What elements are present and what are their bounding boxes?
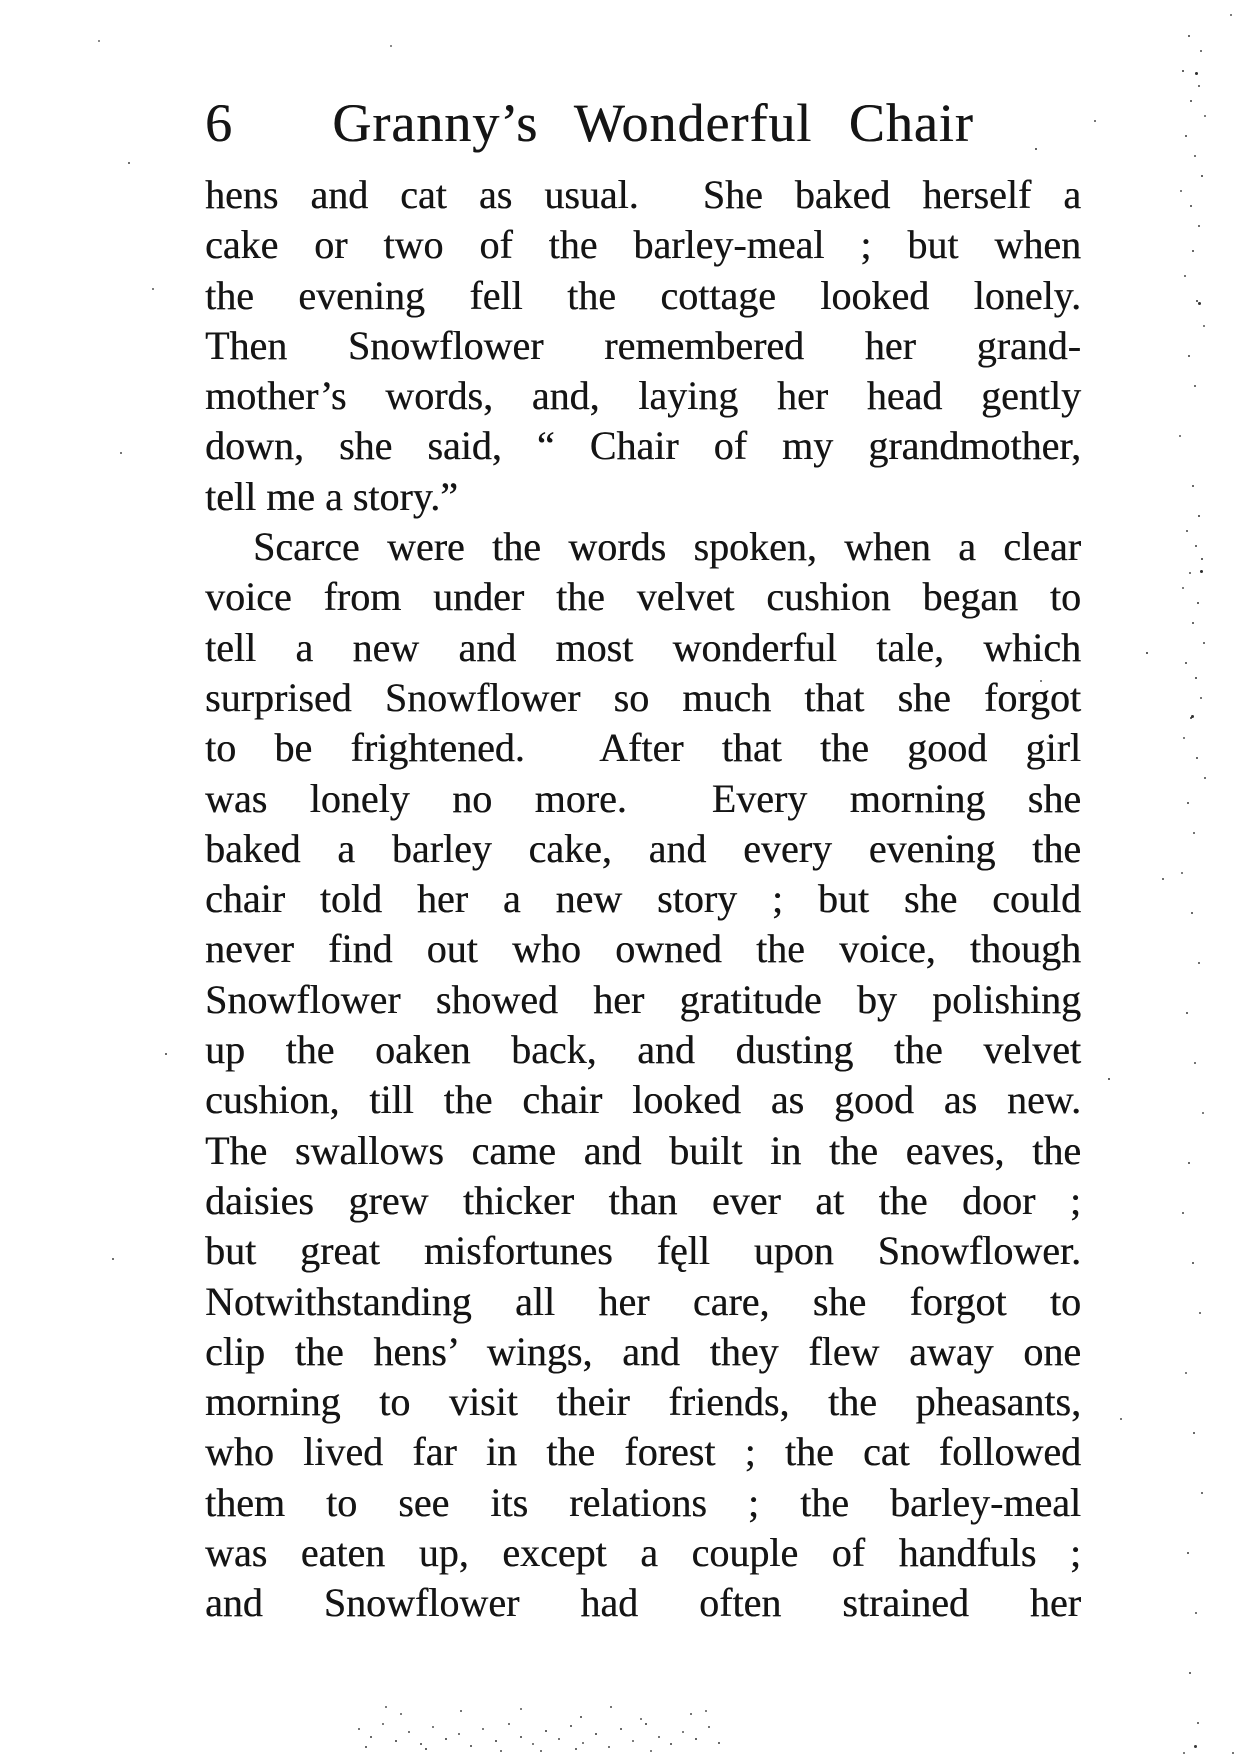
text-line: hens and cat as usual. She baked herself a — [205, 172, 1081, 217]
text-line: and Snowflower had often strained her — [205, 1580, 1081, 1626]
text-line: Then Snowflower remembered her grand- — [205, 322, 1081, 368]
text-block — [205, 170, 1081, 1629]
text-line: mother’s words, and, laying her head gently — [205, 373, 1081, 419]
text-line: surprised Snowflower so much that she forgot — [205, 674, 1081, 720]
text-line: cake or two of the barley-meal ; but when — [205, 222, 1081, 268]
text-line: voice from under the velvet cushion began to — [205, 574, 1081, 620]
text-line: chair told her a new story ; but she could — [205, 876, 1081, 922]
text-line: daisies grew thicker than ever at the door ; — [205, 1177, 1081, 1223]
text-line: to be frightened. After that the good girl — [205, 725, 1081, 771]
text-line: was eaten up, except a couple of handfuls ; — [205, 1530, 1081, 1576]
text-line: baked a barley cake, and every evening the — [205, 825, 1081, 871]
text-line: down, she said, “ Chair of my grandmother, — [205, 423, 1081, 469]
text-line: Snowflower showed her gratitude by polishing — [205, 976, 1081, 1022]
text-line: up the oaken back, and dusting the velvet — [205, 1027, 1081, 1073]
text-line: morning to visit their friends, the pheasants, — [205, 1379, 1081, 1425]
text-line: tell a new and most wonderful tale, which — [205, 624, 1081, 670]
page-header — [205, 88, 1081, 158]
text-line: Notwithstanding all her care, she forgot to — [205, 1278, 1081, 1324]
text-line: the evening fell the cottage looked lonely. — [205, 272, 1081, 318]
text-line: clip the hens’ wings, and they flew away one — [205, 1328, 1081, 1374]
page-number: 6 — [205, 93, 232, 153]
text-line: but great misfortunes fęll upon Snowflower. — [205, 1228, 1081, 1274]
text-line: Scarce were the words spoken, when a clear — [253, 524, 1081, 570]
text-line: The swallows came and built in the eaves, the — [205, 1127, 1081, 1173]
text-line: who lived far in the forest ; the cat followed — [205, 1429, 1081, 1475]
text-line: tell me a story.” — [205, 473, 458, 519]
text-line: never find out who owned the voice, though — [205, 926, 1081, 972]
text-line: cushion, till the chair looked as good as new. — [205, 1077, 1081, 1123]
text-line: was lonely no more. Every morning she — [205, 775, 1081, 821]
running-title: Granny’s Wonderful Chair — [332, 93, 974, 153]
text-line: them to see its relations ; the barley-meal — [205, 1479, 1081, 1525]
